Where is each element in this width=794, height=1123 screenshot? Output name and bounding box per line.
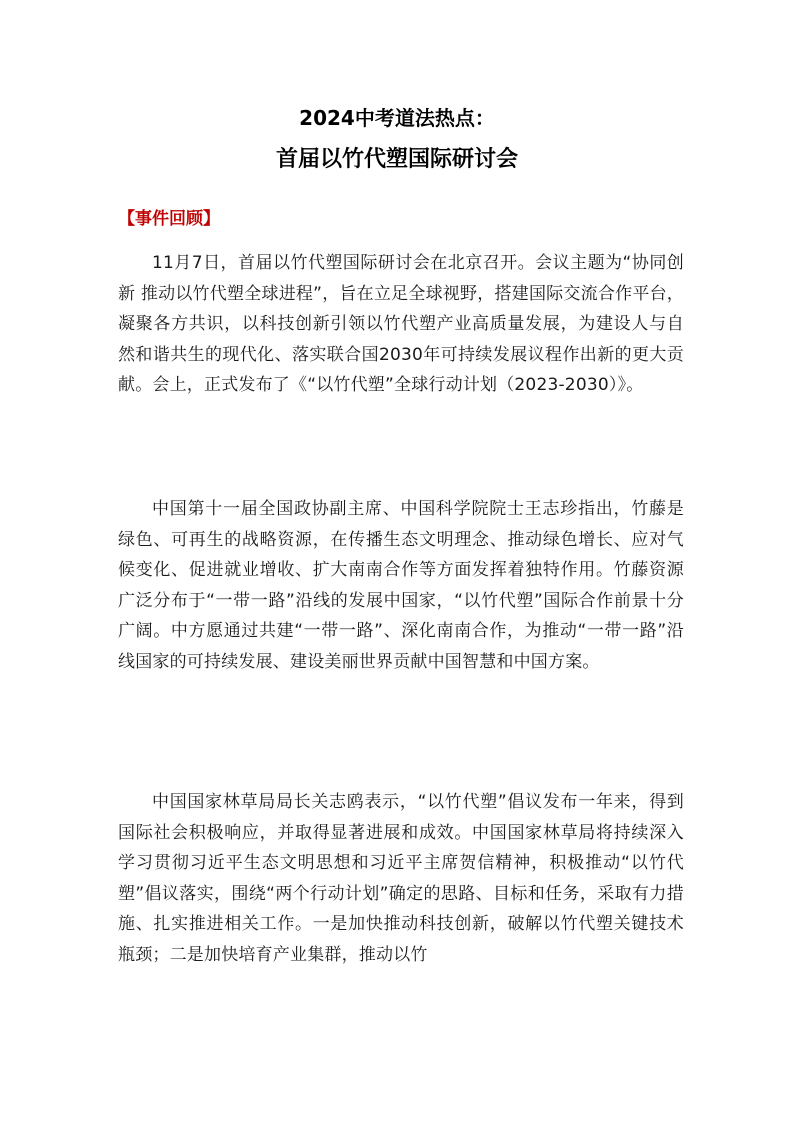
paragraph-2 xyxy=(118,494,684,677)
section-heading-event-review: 【事件回顾】 xyxy=(118,209,220,229)
paragraph-1 xyxy=(118,248,684,401)
paragraph-text: 11月7日，首届以竹代塑国际研讨会在北京召开。会议主题为“协同创新 推动以竹代塑全球进程”，旨在立足全球视野，搭建国际交流合作平台，凝聚各方共识，以科技创新引领以竹代塑产业高质量发展，为建设人与自然和谐共生的现代化、落实联合国2030年可持续发展议程作出新的更大贡献。会上，正式发布了《“以竹代塑”全球行动计划（2023-2030）》。 xyxy=(118,253,684,395)
paragraph-text: 中国国家林草局局长关志鸥表示，“以竹代塑”倡议发布一年来，得到国际社会积极响应，并取得显著进展和成效。中国国家林草局将持续深入学习贯彻习近平生态文明思想和习近平主席贺信精神，积极推动“以竹代塑”倡议落实，围绕“两个行动计划”确定的思路、目标和任务，采取有力措施、扎实推进相关工作。一是加快推动科技创新，破解以竹代塑关键技术瓶颈；二是加快培育产业集群，推动以竹 xyxy=(118,792,684,965)
document-title-line1: 2024中考道法热点： xyxy=(299,106,495,130)
paragraph-text: 中国第十一届全国政协副主席、中国科学院院士王志珍指出，竹藤是绿色、可再生的战略资源，在传播生态文明理念、推动绿色增长、应对气候变化、促进就业增收、扩大南南合作等方面发挥着独特作用。竹藤资源广泛分布于“一带一路”沿线的发展中国家，“以竹代塑”国际合作前景十分广阔。中方愿通过共建“一带一路”、深化南南合作，为推动“一带一路”沿线国家的可持续发展、建设美丽世界贡献中国智慧和中国方案。 xyxy=(118,499,684,672)
document-title-line2: 首届以竹代塑国际研讨会 xyxy=(275,147,518,172)
paragraph-3 xyxy=(118,787,684,970)
